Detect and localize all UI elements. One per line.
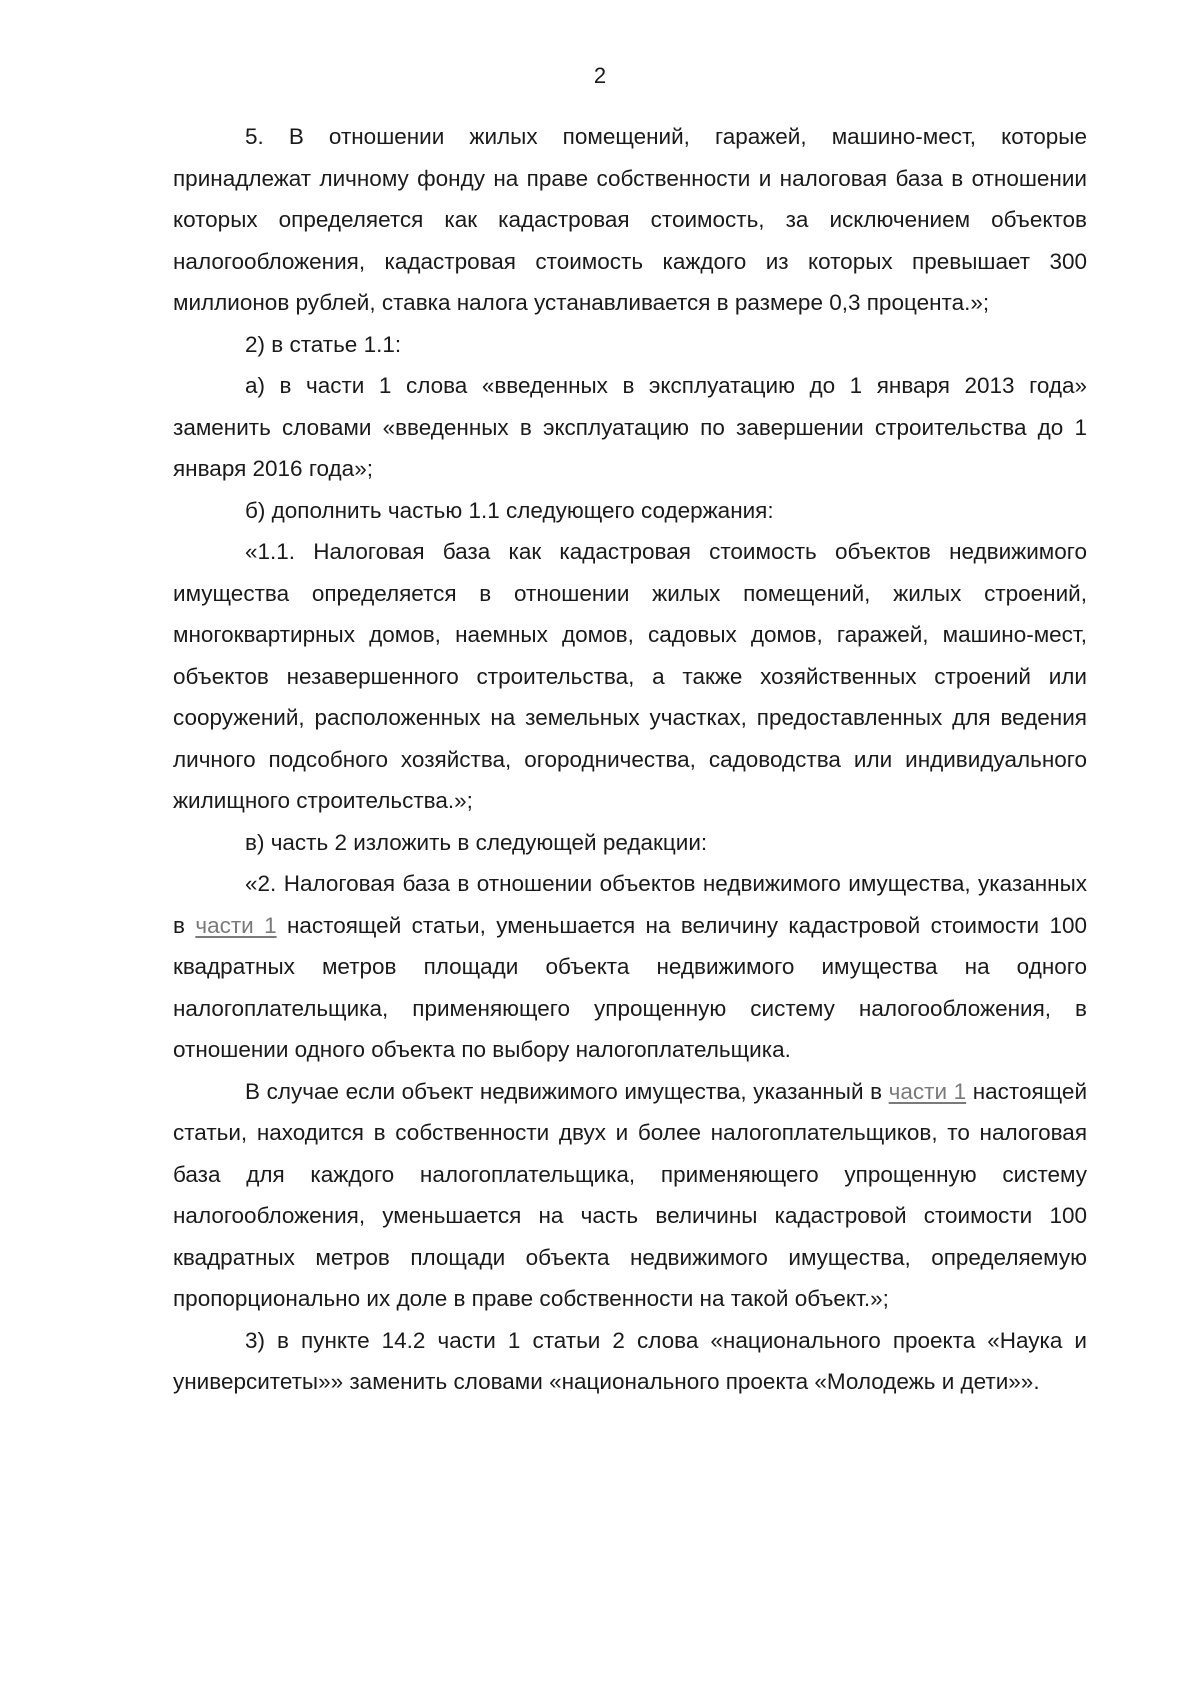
- paragraph-item-3: 3) в пункте 14.2 части 1 статьи 2 слова «национального проекта «Наука и университеты»» заменить словами «национального проекта «Молодежь и дети»».: [173, 1327, 1087, 1394]
- paragraph-shared-ownership-text-before: В случае если объект недвижимого имущества, указанный в: [245, 1078, 889, 1104]
- part-1-link[interactable]: части 1: [195, 912, 277, 938]
- paragraph-rate-clause: 5. В отношении жилых помещений, гаражей, машино-мест, которые принадлежат личному фонду на праве собственности и налоговая база в отношении которых определяется как кадастровая стоимость, за исключением объектов налогообложения, кадастровая стоимость каждого из которых превышает 300 миллионов рублей, ставка налога устанавливается в размере 0,3 процента.»;: [173, 124, 1087, 315]
- paragraph-part-2: [173, 863, 1087, 1071]
- part-1-link[interactable]: части 1: [888, 1078, 967, 1104]
- paragraph-item-b: б) дополнить частью 1.1 следующего содержания:: [245, 497, 774, 523]
- paragraph-item-v: в) часть 2 изложить в следующей редакции:: [245, 829, 708, 855]
- paragraph-item-a: а) в части 1 слова «введенных в эксплуатацию до 1 января 2013 года» заменить словами «введенных в эксплуатацию по завершении строительства до 1 января 2016 года»;: [173, 373, 1087, 481]
- paragraph-shared-ownership-text-after: настоящей статьи, находится в собственности двух и более налогоплательщиков, то налоговая база для каждого налогоплательщика, применяющего упрощенную систему налогообложения, уменьшается на часть величины кадастровой стоимости 100 квадратных метров площади объекта недвижимого имущества, определяемую пропорционально их доле в праве собственности на такой объект.»;: [173, 1078, 1088, 1311]
- document-body: [173, 116, 1087, 1403]
- paragraph-part-1-1: «1.1. Налоговая база как кадастровая стоимость объектов недвижимого имущества определяется в отношении жилых помещений, жилых строений, многоквартирных домов, наемных домов, садовых домов, гаражей, машино-мест, объектов незавершенного строительства, а также хозяйственных строений или сооружений, расположенных на земельных участках, предоставленных для ведения личного подсобного хозяйства, огородничества, садоводства или индивидуального жилищного строительства.»;: [173, 539, 1087, 813]
- paragraph-article-1-1: 2) в статье 1.1:: [245, 331, 402, 357]
- paragraph-part-2-text-after: настоящей статьи, уменьшается на величину кадастровой стоимости 100 квадратных метров площади объекта недвижимого имущества на одного налогоплательщика, применяющего упрощенную систему налогообложения, в отношении одного объекта по выбору налогоплательщика.: [173, 912, 1087, 1062]
- paragraph-part-2-text-before: «2. Налоговая база в отношении объектов недвижимого имущества, указанных в: [173, 871, 1087, 938]
- page-number: 2: [593, 63, 607, 88]
- paragraph-shared-ownership: [173, 1071, 1087, 1320]
